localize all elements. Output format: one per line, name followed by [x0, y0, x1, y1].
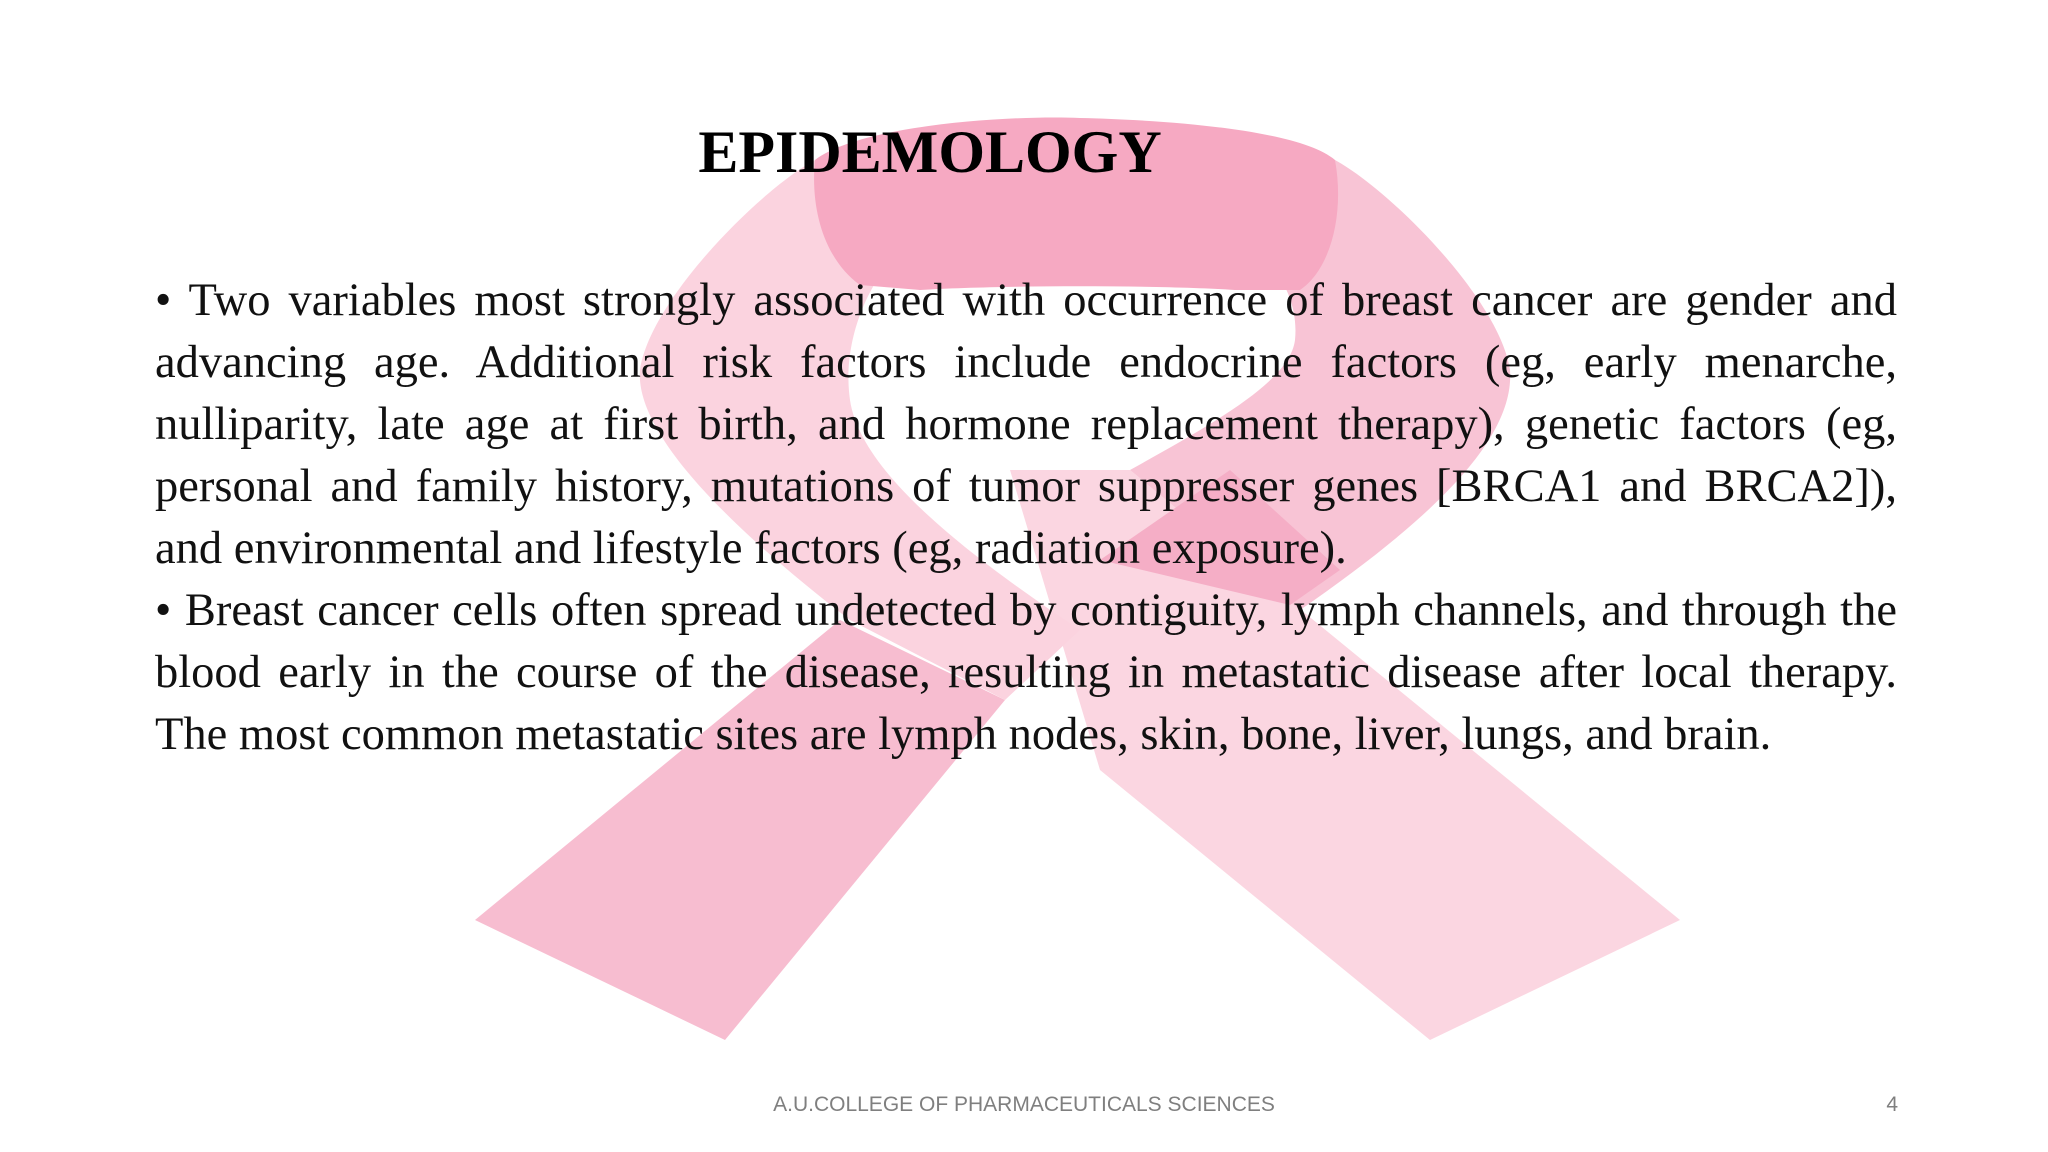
bullet-point-2: • Breast cancer cells often spread undetected by contiguity, lymph channels, and through the blood early in the course of the disease, resulting in metastatic disease after local therapy. The most common metastatic sites are lymph nodes, skin, bone, liver, lungs, and brain. — [155, 585, 1897, 760]
slide-footer: A.U.COLLEGE OF PHARMACEUTICALS SCIENCES — [773, 1093, 1275, 1116]
bullet-point-1: • Two variables most strongly associated with occurrence of breast cancer are gender and advancing age. Additional risk factors include endocrine factors (eg, early menarche, nulliparity, late age at first birth, and hormone replacement therapy), genetic factors (eg, personal and family history, mutations of tumor suppresser genes [BRCA1 and BRCA2]), and environmental and lifestyle factors (eg, radiation exposure). — [155, 275, 1897, 574]
page-number: 4 — [1886, 1093, 1898, 1116]
slide-body — [155, 270, 1897, 766]
slide-title: EPIDEMOLOGY — [698, 119, 1162, 185]
